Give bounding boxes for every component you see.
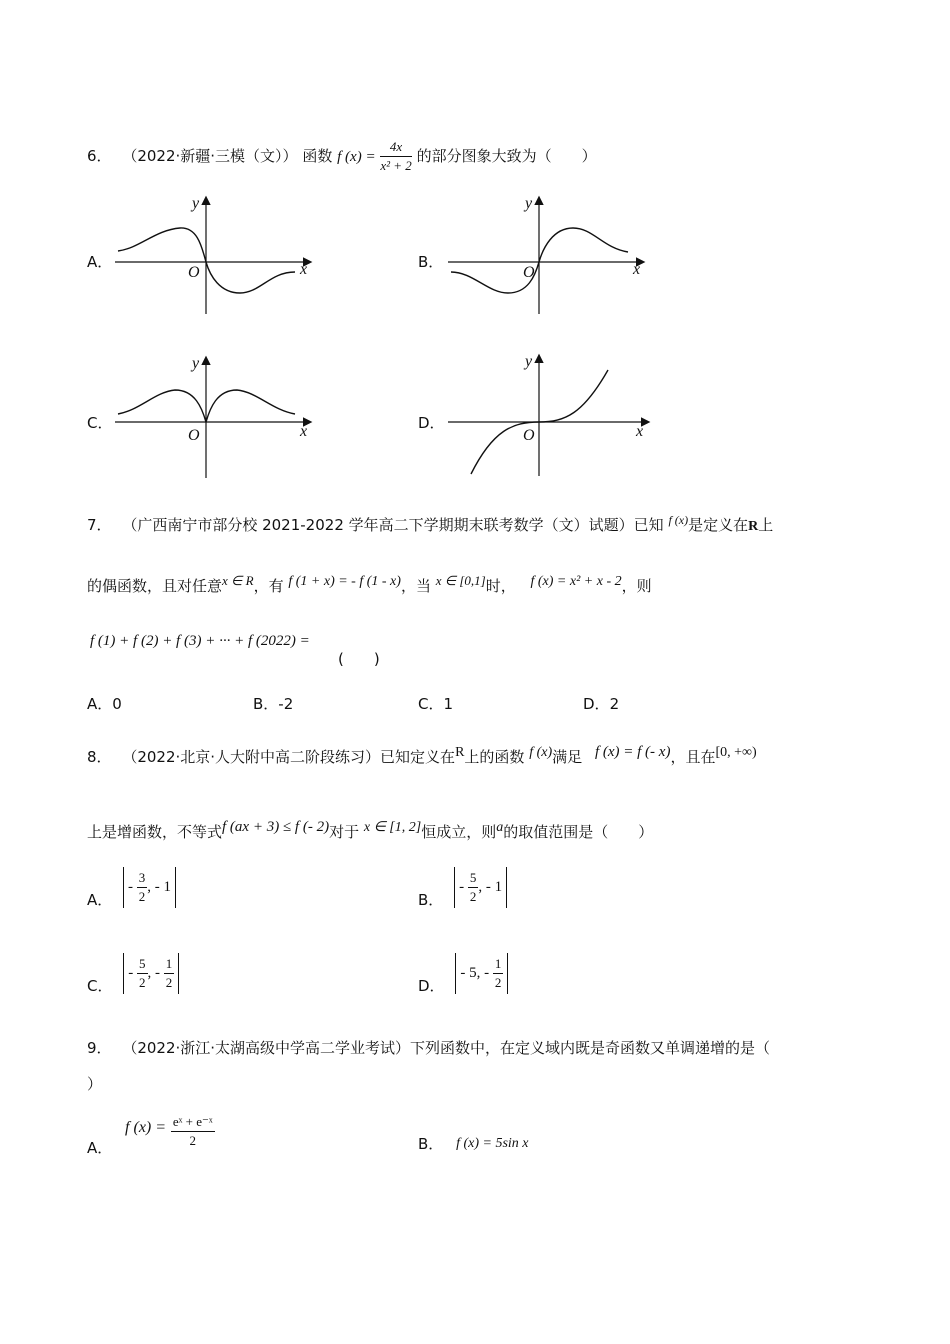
q6-option-a-label[interactable]: A． bbox=[87, 253, 113, 271]
q7-cond2: f (1 + x) = - f (1 - x) bbox=[288, 574, 401, 589]
q8-option-b[interactable] bbox=[418, 866, 507, 910]
x-label: x bbox=[633, 261, 641, 278]
q6-formula-num: 4x bbox=[380, 138, 411, 157]
q6-graph-c[interactable] bbox=[110, 350, 320, 478]
q8-option-c-label: C． bbox=[87, 977, 113, 995]
q8-interval: [0, +∞) bbox=[715, 745, 757, 760]
origin-label: O bbox=[188, 264, 200, 281]
q8-line2 bbox=[87, 815, 653, 844]
q6-formula-lhs: f (x) = bbox=[337, 149, 376, 165]
q7-option-a[interactable]: A．0 bbox=[87, 695, 122, 713]
q6-number: 6． bbox=[87, 147, 112, 165]
q8-mid1: 上的函数 bbox=[464, 748, 525, 766]
q7-sum-expr: f (1) + f (2) + f (3) + ··· + f (2022) = bbox=[90, 633, 310, 649]
q6-tail: 的部分图象大致为（ ） bbox=[416, 147, 597, 165]
q7-line2-c: ，当 bbox=[400, 577, 431, 595]
q7-line2-d: 时， bbox=[485, 577, 516, 595]
q7-lead: 已知 bbox=[633, 516, 664, 534]
q7-fx: f (x) bbox=[668, 513, 689, 527]
origin-label: O bbox=[188, 427, 200, 444]
q6-source: （2022·新疆·三模（文）） bbox=[122, 147, 298, 165]
q7-line2-e: ，则 bbox=[621, 577, 652, 595]
q7-R: R bbox=[748, 519, 759, 534]
y-label: y bbox=[525, 195, 533, 212]
q7-mid2: 上 bbox=[758, 516, 774, 534]
q8-line2-c: 恒成立，则 bbox=[421, 823, 497, 841]
q9-option-a-den: 2 bbox=[189, 1133, 196, 1148]
q8-line2-a: 上是增函数，不等式 bbox=[87, 823, 223, 841]
q8-option-c[interactable] bbox=[87, 952, 179, 996]
q6-header bbox=[87, 138, 597, 175]
y-label: y bbox=[525, 353, 533, 370]
q9-option-b[interactable] bbox=[418, 1134, 529, 1156]
q9-option-b-label: B． bbox=[418, 1135, 444, 1153]
q8-ineq: f (ax + 3) ≤ f (- 2) bbox=[222, 819, 330, 835]
origin-label: O bbox=[523, 264, 535, 281]
q7-paren: ( ) bbox=[338, 650, 380, 668]
q7-option-d[interactable]: D．2 bbox=[583, 695, 620, 713]
q7-source: （广西南宁市部分校 2021-2022 学年高二下学期期末联考数学（文）试题） bbox=[122, 516, 634, 534]
q8-option-d[interactable] bbox=[418, 952, 508, 996]
q8-mid3: ，且在 bbox=[670, 748, 716, 766]
q9-text: 下列函数中，在定义域内既是奇函数又单调递增的是（ bbox=[410, 1039, 771, 1057]
q7-number: 7． bbox=[87, 516, 112, 534]
q7-line3 bbox=[90, 628, 310, 653]
q7-line1 bbox=[87, 508, 773, 539]
origin-label: O bbox=[523, 427, 535, 444]
q7-line2 bbox=[87, 567, 652, 600]
q9-number: 9． bbox=[87, 1039, 112, 1057]
q6-option-c-label[interactable]: C． bbox=[87, 414, 113, 432]
q9-line2 bbox=[87, 1072, 102, 1096]
q8-option-c-expr: - $\frac{5}{2}$ , - $\frac{1}{2}$ bbox=[123, 953, 179, 994]
q7-option-c[interactable]: C．1 bbox=[418, 695, 454, 713]
q8-option-a-label: A． bbox=[87, 891, 113, 909]
q9-option-a-fraction bbox=[171, 1113, 215, 1150]
q6-formula-den: x² + 2 bbox=[380, 158, 412, 173]
q9-source: （2022·浙江·太湖高级中学高二学业考试） bbox=[122, 1039, 411, 1057]
q7-line2-b: ，有 bbox=[253, 577, 284, 595]
q8-mid2: 满足 bbox=[552, 748, 583, 766]
q6-option-d-label[interactable]: D． bbox=[418, 414, 445, 432]
q8-a: a bbox=[496, 820, 504, 835]
q9-line1 bbox=[87, 1036, 770, 1060]
q9-option-a-num: eˣ + e⁻ˣ bbox=[171, 1113, 215, 1132]
q7-mid1: 是定义在 bbox=[688, 516, 749, 534]
q6-graph-b[interactable] bbox=[443, 190, 653, 318]
q8-line2-d: 的取值范围是（ ） bbox=[503, 823, 654, 841]
q8-option-a-expr: - $\frac{3}{2}$ , - 1 bbox=[123, 867, 176, 908]
q6-formula-fraction bbox=[380, 138, 411, 175]
q7-line2-a: 的偶函数，且对任意 bbox=[87, 577, 223, 595]
q7-cond3: x ∈ [0,1] bbox=[435, 573, 486, 588]
q8-cond1: f (x) = f (- x) bbox=[594, 744, 671, 760]
q8-option-b-expr: - $\frac{5}{2}$ , - 1 bbox=[454, 867, 507, 908]
q8-fx: f (x) bbox=[529, 745, 553, 760]
q7-cond4: f (x) = x² + x - 2 bbox=[530, 574, 622, 589]
q8-line2-b: 对于 bbox=[329, 823, 360, 841]
q7-option-b[interactable]: B．-2 bbox=[253, 695, 294, 713]
q6-graph-d[interactable] bbox=[443, 350, 653, 478]
q6-lead: 函数 bbox=[302, 147, 333, 165]
x-label: x bbox=[636, 423, 644, 440]
q8-line1 bbox=[87, 740, 757, 769]
y-label: y bbox=[192, 195, 200, 212]
q9-text2: ） bbox=[87, 1075, 103, 1093]
x-label: x bbox=[300, 423, 308, 440]
q8-number: 8． bbox=[87, 748, 112, 766]
q9-option-b-expr: f (x) = 5sin x bbox=[456, 1136, 529, 1151]
q9-option-a-lhs: f (x) = bbox=[125, 1118, 167, 1136]
q8-option-a[interactable] bbox=[87, 866, 176, 910]
q6-option-b-label[interactable]: B． bbox=[418, 253, 444, 271]
q8-cond2: x ∈ [1, 2] bbox=[363, 820, 422, 835]
q7-cond1: x ∈ R bbox=[222, 573, 254, 588]
x-label: x bbox=[300, 261, 308, 278]
q8-option-d-label: D． bbox=[418, 977, 445, 995]
q6-graph-a[interactable] bbox=[110, 190, 320, 318]
q8-option-b-label: B． bbox=[418, 891, 444, 909]
q9-option-a-label: A． bbox=[87, 1139, 113, 1157]
q8-lead: 已知定义在 bbox=[380, 748, 456, 766]
q8-R: R bbox=[455, 745, 465, 760]
q9-option-a[interactable] bbox=[87, 1112, 215, 1158]
y-label: y bbox=[192, 355, 200, 372]
q8-source: （2022·北京·人大附中高二阶段练习） bbox=[122, 748, 381, 766]
q8-option-d-expr: - 5, - $\frac{1}{2}$ bbox=[455, 953, 508, 994]
